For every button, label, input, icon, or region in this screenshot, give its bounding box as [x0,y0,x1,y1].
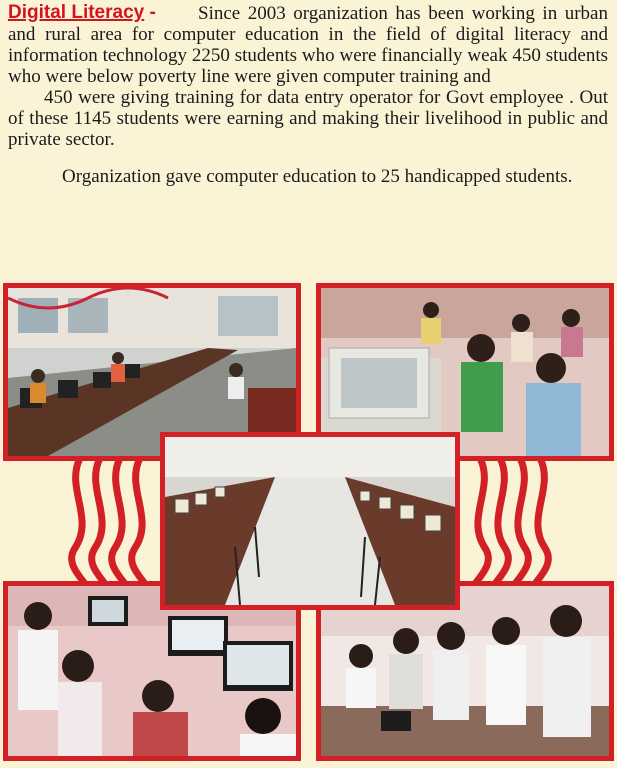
red-wave-decoration-left [60,458,160,584]
paragraph-1-lead [160,2,189,23]
paragraph-3: Organization gave computer education to 25 handicapped students. [62,166,573,187]
section-title: Digital Literacy - [8,2,156,23]
paragraph-2: 450 were giving training for data entry operator for Govt employee . Out of these 1145 students were earning and making their livelihood in public and private sector. [8,87,608,150]
paragraph-1: Since 2003 organization has been working in urban and rural area for computer education in the field of digital literacy and information technology 2250 students who were financially weak 450 students who were below poverty line were given computer training and [8,3,608,87]
text-section [8,2,608,192]
empty-computer-lab-photo [160,432,460,610]
red-wave-decoration-right [460,458,560,584]
